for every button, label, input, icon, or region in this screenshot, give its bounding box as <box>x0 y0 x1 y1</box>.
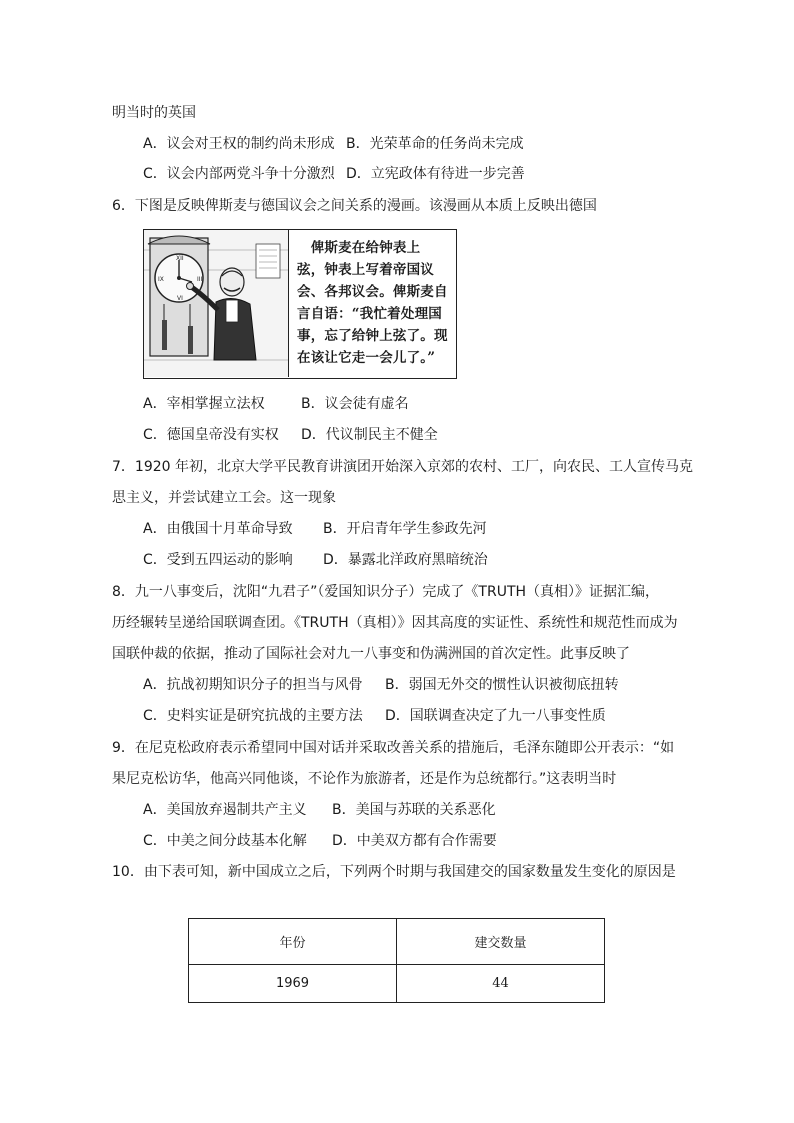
q8-stem-line-3: 国联仲裁的依据，推动了国际社会对九一八事变和伪满洲国的首次定性。此事反映了 <box>112 646 630 662</box>
q8-stem-line-1: 8．九一八事变后，沈阳“九君子”（爱国知识分子）完成了《TRUTH（真相）》证据汇编， <box>112 584 660 600</box>
q9-option-b: B．美国与苏联的关系恶化 <box>332 802 496 818</box>
q6-option-b: B．议会徒有虚名 <box>301 396 409 412</box>
caption-line: 事，忘了给钟上弦了。现 <box>297 328 448 344</box>
q6-option-d: D．代议制民主不健全 <box>301 427 438 443</box>
table-row <box>189 965 605 1003</box>
q6-option-a: A．宰相掌握立法权 <box>143 396 265 412</box>
svg-text:VI: VI <box>177 295 183 302</box>
q7-option-a: A．由俄国十月革命导致 <box>143 521 293 537</box>
caption-line: 会、各邦议会。俾斯麦自 <box>297 284 448 300</box>
q5-stem-tail: 明当时的英国 <box>112 105 196 121</box>
table-header-row <box>189 919 605 965</box>
q6-option-c: C．德国皇帝没有实权 <box>143 427 279 443</box>
q5-option-a: A．议会对王权的制约尚未形成 <box>143 136 335 152</box>
q5-option-d: D．立宪政体有待进一步完善 <box>346 166 525 182</box>
q10-stem: 10．由下表可知，新中国成立之后，下列两个时期与我国建交的国家数量发生变化的原因是 <box>112 864 676 880</box>
q8-option-d: D．国联调查决定了九一八事变性质 <box>385 708 606 724</box>
q7-option-b: B．开启青年学生参政先河 <box>323 521 487 537</box>
q9-option-c: C．中美之间分歧基本化解 <box>143 833 307 849</box>
q9-option-a: A．美国放弃遏制共产主义 <box>143 802 307 818</box>
table-header-year: 年份 <box>189 919 397 965</box>
q9-stem-line-1: 9．在尼克松政府表示希望同中国对话并采取改善关系的措施后，毛泽东随即公开表示：“如 <box>112 740 675 756</box>
q8-stem-line-2: 历经辗转呈递给国联调查团。《TRUTH（真相）》因其高度的实证性、系统性和规范性而成为 <box>112 615 678 631</box>
svg-text:IX: IX <box>158 276 164 283</box>
q7-stem-line-1: 7．1920 年初，北京大学平民教育讲演团开始深入京郊的农村、工厂，向农民、工人宣传马克 <box>112 459 693 475</box>
diplomatic-relations-table <box>188 918 605 1003</box>
svg-text:III: III <box>197 276 203 283</box>
table-cell-year: 1969 <box>189 965 397 1003</box>
caption-line: 言自语：“我忙着处理国 <box>297 306 442 322</box>
caption-line: 俾斯麦在给钟表上 <box>297 240 421 256</box>
q9-stem-line-2: 果尼克松访华，他高兴同他谈，不论作为旅游者，还是作为总统都行。”这表明当时 <box>112 771 617 787</box>
q8-option-b: B．弱国无外交的惯性认识被彻底扭转 <box>385 677 619 693</box>
caption-line: 弦，钟表上写着帝国议 <box>297 262 434 278</box>
cartoon-caption <box>297 237 453 369</box>
caption-line: 在该让它走一会儿了。” <box>297 350 436 366</box>
q5-option-c: C．议会内部两党斗争十分激烈 <box>143 166 335 182</box>
cartoon-illustration <box>144 230 289 377</box>
q7-option-d: D．暴露北洋政府黑暗统治 <box>323 552 488 568</box>
q7-stem-line-2: 思主义，并尝试建立工会。这一现象 <box>112 490 336 506</box>
bismarck-winding-clock-icon <box>144 230 288 377</box>
q5-option-b: B．光荣革命的任务尚未完成 <box>346 136 524 152</box>
svg-text:XII: XII <box>176 255 184 262</box>
q9-option-d: D．中美双方都有合作需要 <box>332 833 497 849</box>
q8-option-c: C．史料实证是研究抗战的主要方法 <box>143 708 363 724</box>
q7-option-c: C．受到五四运动的影响 <box>143 552 293 568</box>
bismarck-cartoon <box>143 229 457 379</box>
q6-stem: 6．下图是反映俾斯麦与德国议会之间关系的漫画。该漫画从本质上反映出德国 <box>112 198 597 214</box>
table-cell-count: 44 <box>397 965 605 1003</box>
q8-option-a: A．抗战初期知识分子的担当与风骨 <box>143 677 363 693</box>
table-header-count: 建交数量 <box>397 919 605 965</box>
